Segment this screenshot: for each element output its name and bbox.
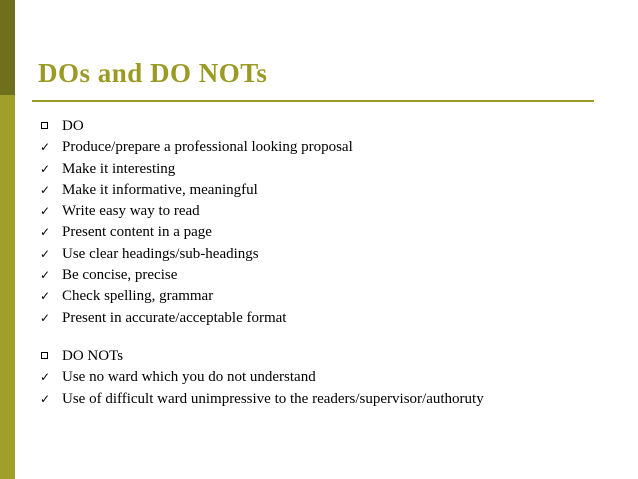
list-item [38,286,618,307]
checkmark-icon: ✓ [39,310,51,325]
bullet-list [38,116,618,410]
checkmark-icon: ✓ [39,225,51,240]
list-item-text: Present content in a page [62,224,212,241]
list-item-text: DO NOTs [62,347,124,364]
list-item-text: Check spelling, grammar [62,288,214,305]
list-item [38,137,618,158]
square-bullet-icon [41,352,48,359]
list-item [38,180,618,201]
slide-title: DOs and DO NOTs [38,58,268,88]
list-item [38,159,618,180]
checkmark-icon: ✓ [39,370,51,385]
list-item [38,222,618,243]
checkmark-icon: ✓ [39,391,51,406]
list-item [38,308,618,329]
list-item [38,389,618,410]
list-item-text: Present in accurate/acceptable format [62,309,287,326]
list-item [38,265,618,286]
checkmark-icon: ✓ [39,161,51,176]
list-item [38,346,618,367]
list-item [38,367,618,388]
list-item [38,201,618,222]
checkmark-icon: ✓ [39,204,51,219]
list-item-text: Make it informative, meaningful [62,181,258,198]
list-item-text: Use clear headings/sub-headings [62,245,259,262]
list-item-text: Make it interesting [62,160,176,177]
list-item-text: Write easy way to read [62,203,200,220]
title-underline [32,100,594,102]
list-item-text: DO [62,118,84,134]
square-bullet-icon [41,122,48,129]
left-accent-bar-top [0,0,15,95]
list-item-text: Use of difficult ward unimpressive to the readers/supervisor/authoruty [62,390,484,407]
checkmark-icon: ✓ [39,182,51,197]
checkmark-icon: ✓ [39,140,51,155]
checkmark-icon: ✓ [39,289,51,304]
list-item-text: Be concise, precise [62,267,178,284]
list-item-text: Use no ward which you do not understand [62,369,316,386]
checkmark-icon: ✓ [39,246,51,261]
checkmark-icon: ✓ [39,268,51,283]
list-item [38,244,618,265]
list-item-text: Produce/prepare a professional looking proposal [62,139,353,156]
list-item [38,116,618,137]
